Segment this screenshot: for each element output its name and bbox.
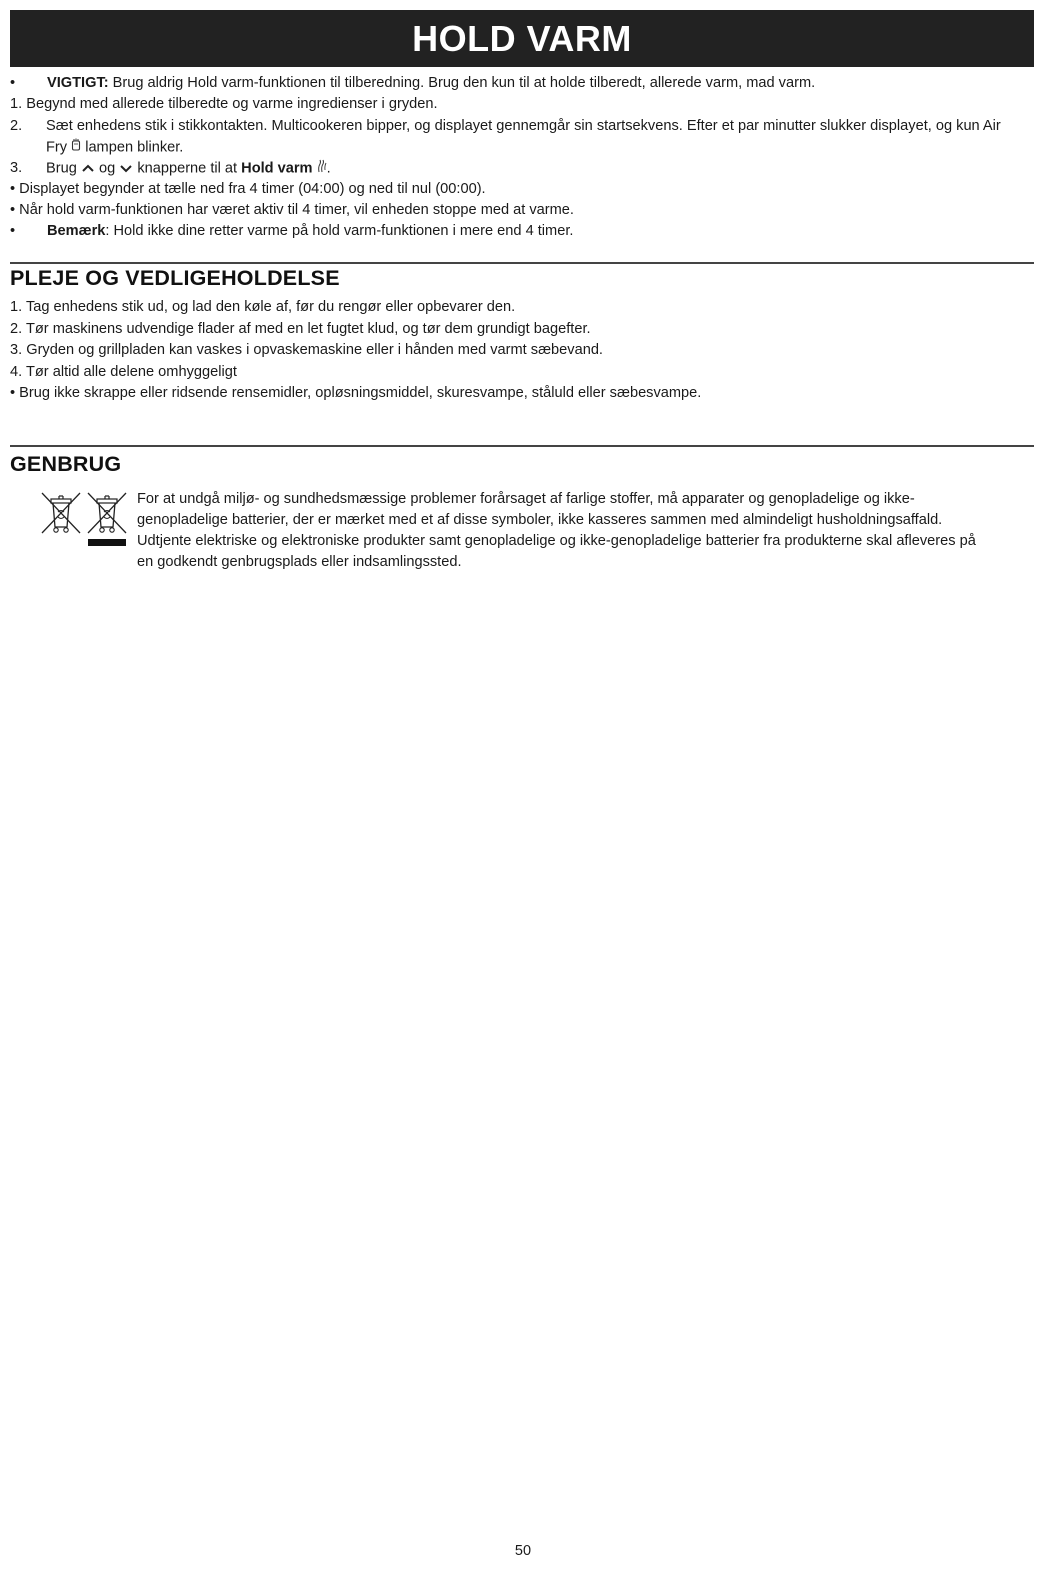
pleje-heading: PLEJE OG VEDLIGEHOLDELSE [10,266,340,290]
bullet-display-countdown: • Displayet begynder at tælle ned fra 4 timer (04:00) og ned til nul (00:00). [10,181,486,197]
chevron-down-icon [119,160,133,178]
note-line [10,222,574,240]
section-divider [10,262,1034,264]
step-1: 1. Begynd med allerede tilberedte og varme ingredienser i gryden. [10,96,438,112]
pleje-item: 3. Gryden og grillpladen kan vaskes i opvaskemaskine eller i hånden med varmt sæbevand. [10,342,603,358]
step-3-brug: Brug [46,160,77,177]
hold-varm-title: HOLD VARM [10,10,1034,67]
pleje-item: • Brug ikke skrappe eller ridsende rensemidler, opløsningsmiddel, skuresvampe, ståluld eller sæbesvampe. [10,385,702,401]
step-3-number: 3. [10,160,23,176]
vigtigt-label: VIGTIGT: [47,75,109,91]
chevron-up-icon [81,160,95,178]
step-3-knapperne: knapperne til at [137,160,242,177]
pleje-item: 4. Tør altid alle delene omhyggeligt [10,364,237,380]
vigtigt-line [10,74,816,92]
note-label: Bemærk [47,223,106,239]
note-text: : Hold ikke dine retter varme på hold varm-funktionen i mere end 4 timer. [105,223,574,239]
section-divider [10,445,1034,447]
step-2 [10,117,1001,135]
bullet-marker: • [10,75,16,91]
genbrug-text-line: genopladelige batterier, der er mærket med et af disse symboler, ikke kasseres sammen med almindeligt husholdningsaffald. [137,512,943,528]
genbrug-text-line: For at undgå miljø- og sundhedsmæssige problemer forårsaget af farlige stoffer, må apparater og genopladelige og ikke- [137,491,915,507]
pleje-item: 2. Tør maskinens udvendige flader af med en let fugtet klud, og tør dem grundigt bagefter. [10,321,591,337]
step-3-period: . [326,160,331,177]
step-3 [10,159,331,177]
bullet-stop-heating: • Når hold varm-funktionen har været aktiv til 4 timer, vil enheden stoppe med at varme. [10,202,574,218]
genbrug-text-line: en godkendt genbrugsplads eller indsamlingssted. [137,554,462,570]
bullet-marker: • [10,223,16,239]
step-2-lamp-text: lampen blinker. [85,139,184,156]
step-3-hold-varm-bold: Hold varm [241,160,313,177]
hold-varm-icon [317,159,327,178]
air-fry-icon [71,138,81,157]
step-2-number: 2. [10,118,23,134]
genbrug-text-line: Udtjente elektriske og elektroniske produkter samt genopladelige og ikke-genopladelige batterier fra produkterne skal afleveres på [137,533,976,549]
step-2-continued [46,138,183,157]
step-2-air-fry-label: Fry [46,139,68,156]
step-3-og: og [98,160,116,177]
crossed-bin-bar-icon [86,490,128,552]
step-2-text: Sæt enhedens stik i stikkontakten. Multicookeren bipper, og displayet gennemgår sin startsekvens. Efter et par minutter slukker displayet, og kun Air [46,118,1001,134]
pleje-item: 1. Tag enhedens stik ud, og lad den køle af, før du rengør eller opbevarer den. [10,299,516,315]
page-number: 50 [514,1543,532,1559]
vigtigt-text: Brug aldrig Hold varm-funktionen til tilberedning. Brug den kun til at holde tilberedt, allerede varm, mad varm. [108,75,816,91]
genbrug-heading: GENBRUG [10,452,122,476]
crossed-bin-icon [40,490,82,540]
